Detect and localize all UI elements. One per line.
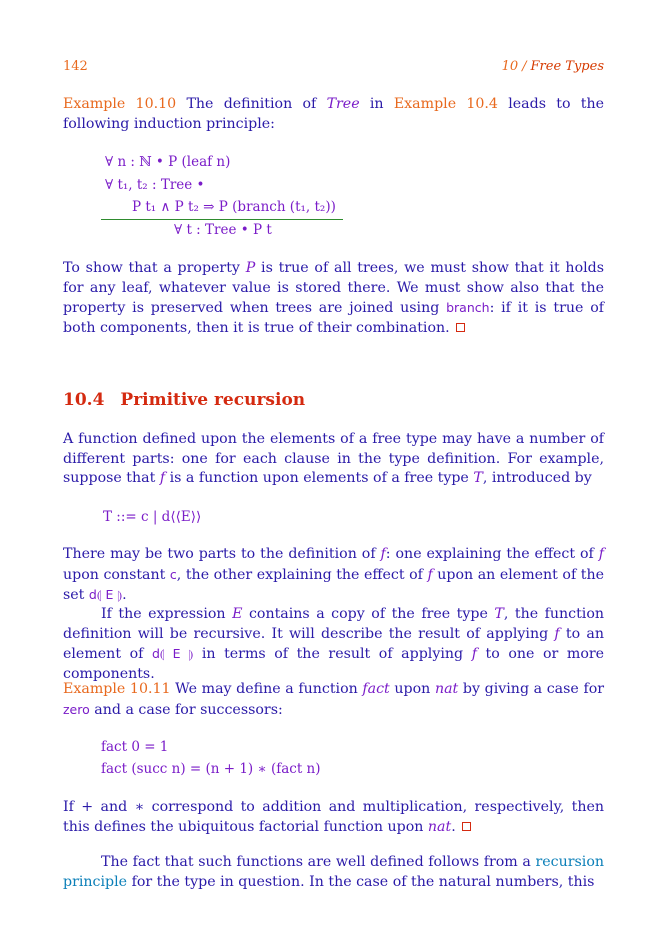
factorial-equation-1: fact 0 = 1: [101, 739, 169, 755]
separator: /: [522, 59, 527, 74]
math-var: f: [471, 646, 477, 663]
math-var: fact: [362, 681, 390, 697]
text: .: [122, 587, 127, 604]
math-var: T: [494, 606, 504, 622]
code-term: zero: [63, 701, 90, 717]
text: upon: [394, 681, 431, 697]
induction-line-1: ∀ n : ℕ • P (leaf n): [105, 154, 231, 170]
text: We may define a function: [175, 681, 358, 697]
page-number: 142: [63, 59, 88, 74]
paragraph-expression: [63, 605, 604, 684]
text: If + and ∗ correspond to addition and multiplication, respectively, then this defines the ubiquitous factorial function upon: [63, 799, 604, 835]
type-definition: T ::= c | d⟨⟨E⟩⟩: [103, 509, 202, 525]
running-head: [502, 59, 604, 74]
math-var: T: [473, 470, 483, 487]
text: leads to the following induction principle:: [63, 96, 604, 132]
defined-term: recursion principle: [63, 854, 605, 890]
math-var: f: [554, 625, 560, 642]
text: in terms of the result of applying: [201, 646, 464, 663]
text: , the function definition will be recursive. It will describe the result of applying: [63, 606, 605, 642]
text: for the type in question. In the case of the natural numbers, this: [131, 873, 595, 890]
factorial-equation-2: fact (succ n) = (n + 1) ∗ (fact n): [101, 761, 321, 777]
math-var: nat: [434, 681, 459, 697]
example-label: Example 10.10: [63, 96, 177, 112]
text: There may be two parts to the definition of: [63, 546, 376, 562]
text: upon an element of the set: [63, 566, 605, 604]
code-term: c: [169, 566, 177, 582]
paragraph-plus: [63, 798, 604, 837]
induction-conclusion: ∀ t : Tree • P t: [174, 222, 272, 238]
paragraph-fact: [63, 853, 604, 892]
chapter-number: 10: [501, 59, 519, 74]
paragraph-function: [63, 430, 604, 489]
text: : if it is true of both components, then it is true of their combination.: [63, 300, 605, 336]
math-var: f: [427, 566, 433, 583]
math-var: f: [159, 470, 166, 487]
text: is a function upon elements of a free type: [169, 470, 469, 487]
example-10-11: [63, 680, 604, 720]
text: in: [369, 96, 384, 112]
example-reference: Example 10.4: [393, 96, 498, 112]
text: to an element of: [63, 625, 604, 663]
text: , the other explaining the effect of: [176, 566, 423, 583]
text: The fact that such functions are well defined follows from a: [101, 854, 531, 870]
text: is true of all trees, we must show that it holds for any leaf, whatever value is stored there. We must show also that the property is preserved when trees are joined using: [63, 260, 605, 317]
text: upon constant: [63, 566, 166, 583]
inference-rule-line: [101, 219, 343, 220]
text: , introduced by: [482, 470, 592, 487]
text: The definition of: [186, 96, 317, 112]
induction-line-3: P t₁ ∧ P t₂ ⇒ P (branch (t₁, t₂)): [132, 199, 336, 215]
math-var: P: [245, 260, 256, 276]
text: If the expression: [101, 606, 226, 622]
example-10-10: [63, 95, 604, 134]
text: to one or more components.: [63, 646, 605, 682]
math-var: f: [598, 546, 605, 562]
paragraph-property: [63, 259, 604, 338]
end-of-example-box: [456, 323, 465, 332]
induction-line-2: ∀ t₁, t₂ : Tree •: [105, 177, 205, 193]
text: : one explaining the effect of: [385, 546, 594, 562]
code-term: branch: [446, 300, 490, 316]
type-name: Tree: [326, 96, 360, 112]
text: A function defined upon the elements of a free type may have a number of different parts: one for each clause in the type definition. For example, suppose that: [63, 431, 604, 487]
text: by giving a case for: [462, 681, 605, 697]
code-term: d⦇ E ⦈: [151, 646, 194, 662]
math-var: f: [380, 546, 386, 562]
code-term: d⦇ E ⦈: [88, 587, 123, 603]
section-heading: [63, 390, 305, 410]
example-label: Example 10.11: [63, 681, 171, 697]
running-title: Free Types: [530, 59, 604, 74]
math-var: nat: [427, 818, 452, 835]
section-title: Primitive recursion: [120, 390, 306, 410]
text: .: [451, 818, 456, 835]
text: and a case for successors:: [94, 701, 283, 718]
text: contains a copy of the free type: [248, 606, 488, 622]
section-number: 10.4: [63, 390, 105, 410]
paragraph-parts: [63, 545, 604, 606]
end-of-example-box: [462, 822, 471, 831]
math-var: E: [232, 606, 243, 622]
text: To show that a property: [63, 260, 240, 276]
